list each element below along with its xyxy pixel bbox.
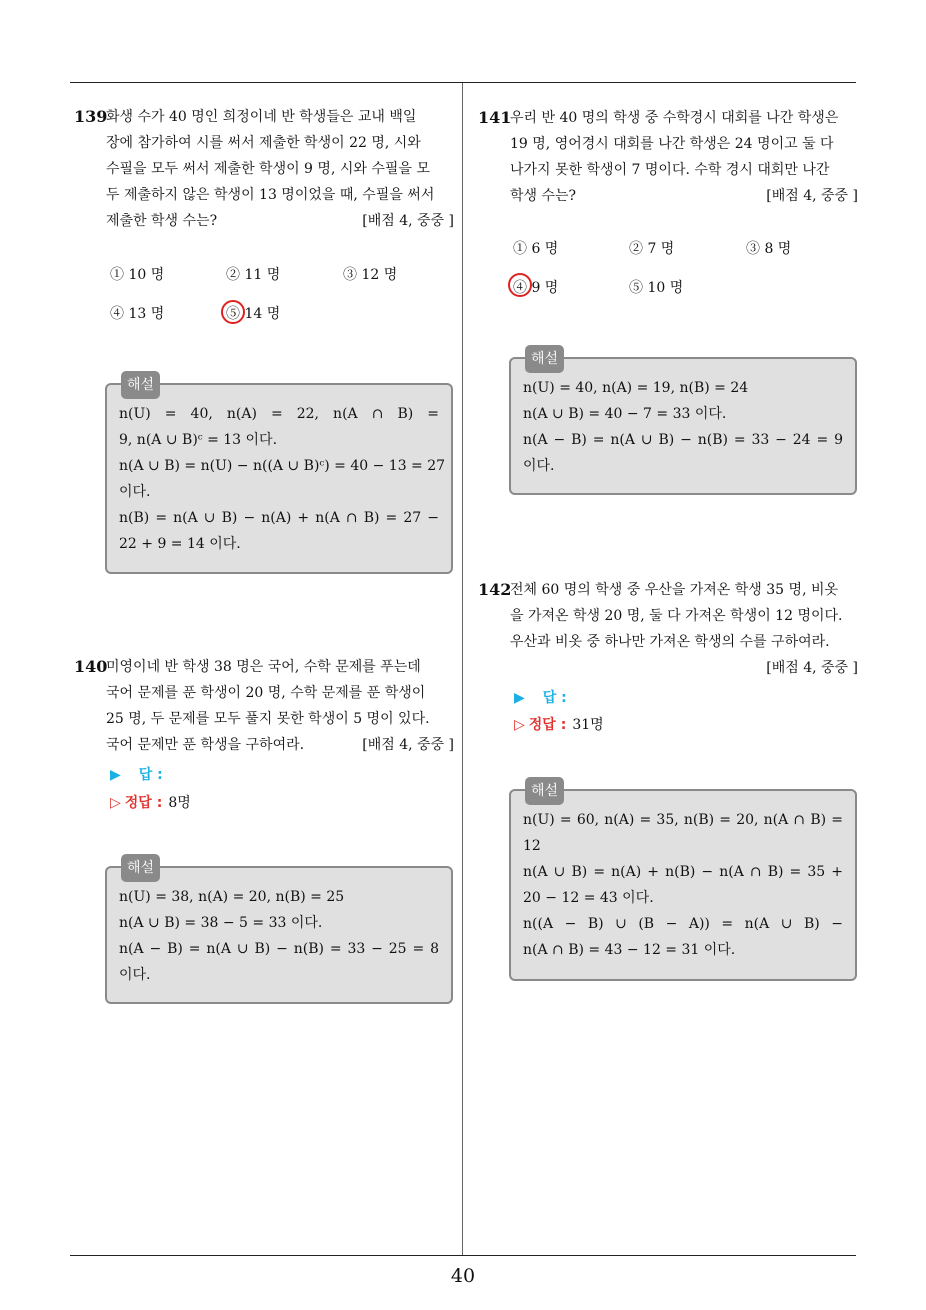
problem-number: 140 bbox=[74, 657, 108, 676]
page-number: 40 bbox=[450, 1265, 476, 1287]
solution-line: 이다. bbox=[523, 458, 555, 474]
problem-text bbox=[510, 105, 858, 209]
solution-box-140 bbox=[105, 860, 453, 1004]
correct-value: 31명 bbox=[572, 717, 604, 733]
choice-2[interactable]: ② 11 명 bbox=[226, 267, 281, 283]
outline-triangle-icon: ▷ bbox=[514, 717, 525, 733]
problem-line: 국어 문제를 푼 학생이 20 명, 수학 문제를 푼 학생이 bbox=[106, 685, 426, 701]
solution-tag: 해설 bbox=[121, 854, 160, 882]
solution-tag: 해설 bbox=[525, 777, 564, 805]
column-divider bbox=[462, 83, 463, 1255]
solution-line: n(A ∪ B) = n(U) − n((A ∪ B)ᶜ) = 40 − 13 = 27 bbox=[119, 458, 446, 474]
solution-line: n(B) = n(A ∪ B) − n(A) + n(A ∩ B) = 27 − bbox=[119, 510, 439, 526]
problem-139 bbox=[74, 104, 454, 234]
bottom-rule bbox=[70, 1255, 856, 1256]
solution-line: n(A ∪ B) = 38 − 5 = 33 이다. bbox=[119, 915, 323, 931]
correct-value: 8명 bbox=[168, 795, 191, 811]
solution-box-139 bbox=[105, 377, 453, 574]
problem-141 bbox=[478, 105, 858, 209]
solution-line: 이다. bbox=[119, 967, 151, 983]
outline-triangle-icon: ▷ bbox=[110, 795, 121, 811]
answer-label: 답 : bbox=[138, 767, 163, 783]
problem-line: 국어 문제만 푼 학생을 구하여라. bbox=[106, 737, 305, 753]
problem-text bbox=[106, 104, 454, 234]
problem-line: 19 명, 영어경시 대회를 나간 학생은 24 명이고 둘 다 bbox=[510, 136, 834, 152]
solution-line: n(A ∩ B) = 43 − 12 = 31 이다. bbox=[523, 942, 736, 958]
choice-4[interactable]: ④ 13 명 bbox=[110, 306, 165, 322]
play-triangle-icon: ▶ bbox=[514, 690, 525, 706]
correct-line-140 bbox=[110, 792, 191, 812]
problem-text bbox=[106, 654, 454, 758]
solution-line: n(U) = 38, n(A) = 20, n(B) = 25 bbox=[119, 889, 345, 905]
choice-5[interactable]: ⑤ 14 명 bbox=[226, 306, 281, 322]
correct-label: 정답 : bbox=[528, 717, 567, 733]
score-difficulty: [배점 4, 중중 ] bbox=[362, 737, 454, 753]
choice-1[interactable]: ① 10 명 bbox=[110, 267, 165, 283]
problem-line: 두 제출하지 않은 학생이 13 명이었을 때, 수필을 써서 bbox=[106, 187, 435, 203]
problem-line: 을 가져온 학생 20 명, 둘 다 가져온 학생이 12 명이다. bbox=[510, 608, 843, 624]
choice-1[interactable]: ① 6 명 bbox=[513, 241, 559, 257]
score-difficulty: [배점 4, 중중 ] bbox=[766, 188, 858, 204]
problem-line: 우산과 비옷 중 하나만 가져온 학생의 수를 구하여라. bbox=[510, 634, 830, 650]
solution-line: n(A − B) = n(A ∪ B) − n(B) = 33 − 25 = 8 bbox=[119, 941, 439, 957]
solution-line: n(A − B) = n(A ∪ B) − n(B) = 33 − 24 = 9 bbox=[523, 432, 843, 448]
solution-line: n(U) = 40, n(A) = 19, n(B) = 24 bbox=[523, 380, 749, 396]
problem-number: 139 bbox=[74, 107, 108, 126]
problem-line: 나가지 못한 학생이 7 명이다. 수학 경시 대회만 나간 bbox=[510, 162, 830, 178]
problem-line: 우리 반 40 명의 학생 중 수학경시 대회를 나간 학생은 bbox=[510, 110, 839, 126]
choice-4[interactable]: ④ 9 명 bbox=[513, 280, 559, 296]
answer-label: 답 : bbox=[542, 690, 567, 706]
solution-line: n(A ∪ B) = 40 − 7 = 33 이다. bbox=[523, 406, 727, 422]
choice-3[interactable]: ③ 8 명 bbox=[746, 241, 792, 257]
problem-number: 141 bbox=[478, 108, 512, 127]
solution-box-141 bbox=[509, 351, 857, 495]
problem-line: 화생 수가 40 명인 희정이네 반 학생들은 교내 백일 bbox=[106, 109, 417, 125]
problem-line: 수필을 모두 써서 제출한 학생이 9 명, 시와 수필을 모 bbox=[106, 161, 430, 177]
solution-line: n(A ∪ B) = n(A) + n(B) − n(A ∩ B) = 35 + bbox=[523, 864, 843, 880]
problem-line: 미영이네 반 학생 38 명은 국어, 수학 문제를 푸는데 bbox=[106, 659, 421, 675]
answer-circle-mark bbox=[221, 300, 245, 324]
answer-line-140 bbox=[110, 764, 163, 784]
problem-line: 전체 60 명의 학생 중 우산을 가져온 학생 35 명, 비옷 bbox=[510, 582, 839, 598]
correct-label: 정답 : bbox=[124, 795, 163, 811]
solution-line: 12 bbox=[523, 838, 541, 854]
problem-line: 학생 수는? bbox=[510, 188, 577, 204]
score-difficulty: [배점 4, 중중 ] bbox=[766, 660, 858, 676]
solution-box-142 bbox=[509, 783, 857, 981]
problem-142 bbox=[478, 577, 858, 681]
score-difficulty: [배점 4, 중중 ] bbox=[362, 213, 454, 229]
problem-text bbox=[510, 577, 858, 681]
solution-tag: 해설 bbox=[121, 371, 160, 399]
choice-2[interactable]: ② 7 명 bbox=[629, 241, 675, 257]
choice-3[interactable]: ③ 12 명 bbox=[343, 267, 398, 283]
solution-line: n(U) = 60, n(A) = 35, n(B) = 20, n(A ∩ B) = bbox=[523, 812, 843, 828]
problem-number: 142 bbox=[478, 580, 512, 599]
top-rule bbox=[70, 82, 856, 83]
solution-line: 20 − 12 = 43 이다. bbox=[523, 890, 654, 906]
answer-line-142 bbox=[514, 687, 567, 707]
problem-line: 제출한 학생 수는? bbox=[106, 213, 218, 229]
problem-line: 25 명, 두 문제를 모두 풀지 못한 학생이 5 명이 있다. bbox=[106, 711, 430, 727]
solution-line: n(U) = 40, n(A) = 22, n(A ∩ B) = bbox=[119, 406, 439, 422]
solution-line: 9, n(A ∪ B)ᶜ = 13 이다. bbox=[119, 432, 278, 448]
solution-line: 22 + 9 = 14 이다. bbox=[119, 536, 241, 552]
problem-line: 장에 참가하여 시를 써서 제출한 학생이 22 명, 시와 bbox=[106, 135, 421, 151]
problem-140 bbox=[74, 654, 454, 758]
answer-circle-mark bbox=[508, 273, 532, 297]
choice-5[interactable]: ⑤ 10 명 bbox=[629, 280, 684, 296]
correct-line-142 bbox=[514, 714, 604, 734]
solution-line: n((A − B) ∪ (B − A)) = n(A ∪ B) − bbox=[523, 916, 843, 932]
solution-line: 이다. bbox=[119, 484, 151, 500]
solution-tag: 해설 bbox=[525, 345, 564, 373]
play-triangle-icon: ▶ bbox=[110, 767, 121, 783]
